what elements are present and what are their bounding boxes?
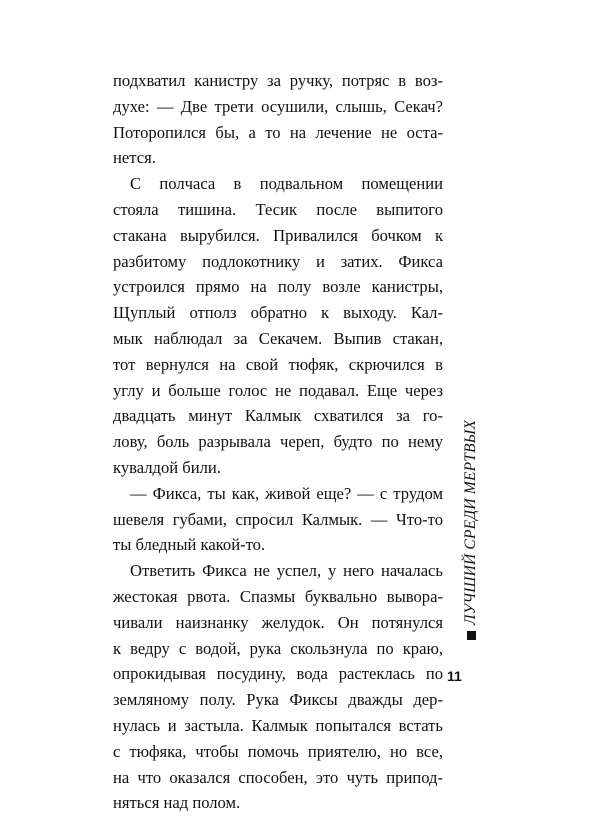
page-number: 11 <box>447 668 462 684</box>
text-line: земляному полу. Рука Фиксы дважды дер- <box>113 690 443 710</box>
text-line: нется. <box>113 148 156 168</box>
paragraph <box>113 558 443 816</box>
text-line: к ведру с водой, рука скользнула по краю, <box>113 638 443 658</box>
text-line: опрокидывая посудину, вода растеклась по <box>113 664 443 684</box>
text-line: духе: — Две трети осушили, слышь, Секач? <box>113 96 443 116</box>
text-line: стакана вырубился. Привалился бочком к <box>113 225 443 245</box>
text-line: устроился прямо на полу возле канистры, <box>113 277 443 297</box>
square-marker-icon <box>467 631 476 640</box>
text-line: ты бледный какой-то. <box>113 535 266 555</box>
paragraph <box>113 68 443 171</box>
text-line: няться над полом. <box>113 793 241 813</box>
text-line: Поторопился бы, а то на лечение не оста- <box>113 122 443 142</box>
paragraph <box>113 171 443 481</box>
text-line: мык наблюдал за Секачем. Выпив стакан, <box>113 328 443 348</box>
text-line: тот вернулся на свой тюфяк, скрючился в <box>113 354 443 374</box>
text-line: углу и больше голос не подавал. Еще через <box>113 380 443 400</box>
text-line: шевеля губами, спросил Калмык. — Что-то <box>113 509 443 529</box>
text-line: на что оказался способен, это чуть припод- <box>113 767 443 787</box>
body-text <box>113 68 443 816</box>
text-line: кувалдой били. <box>113 457 221 477</box>
text-line: С полчаса в подвальном помещении <box>130 174 443 194</box>
text-line: подхватил канистру за ручку, потряс в воз- <box>113 71 443 90</box>
text-line: чивали наизнанку желудок. Он потянулся <box>113 612 443 632</box>
text-line: жестокая рвота. Спазмы буквально вывора- <box>113 586 443 606</box>
text-line: Щуплый отполз обратно к выходу. Кал- <box>113 303 443 323</box>
text-line: нулась и застыла. Калмык попытался встать <box>113 715 443 735</box>
text-line: разбитому подлокотнику и затих. Фикса <box>113 251 443 271</box>
text-line: лову, боль разрывала череп, будто по нему <box>113 432 443 452</box>
text-line: — Фикса, ты как, живой еще? — с трудом <box>130 483 443 503</box>
text-line: с тюфяка, чтобы помочь приятелю, но все, <box>113 741 443 761</box>
running-title-text: ЛУЧШИЙ СРЕДИ МЕРТВЫХ <box>462 419 479 625</box>
paragraph <box>113 481 443 558</box>
text-line: двадцать минут Калмык схватился за го- <box>113 406 443 426</box>
text-line: Ответить Фикса не успел, у него началась <box>130 561 443 581</box>
running-title <box>462 420 480 640</box>
text-line: стояла тишина. Тесик после выпитого <box>113 199 443 219</box>
